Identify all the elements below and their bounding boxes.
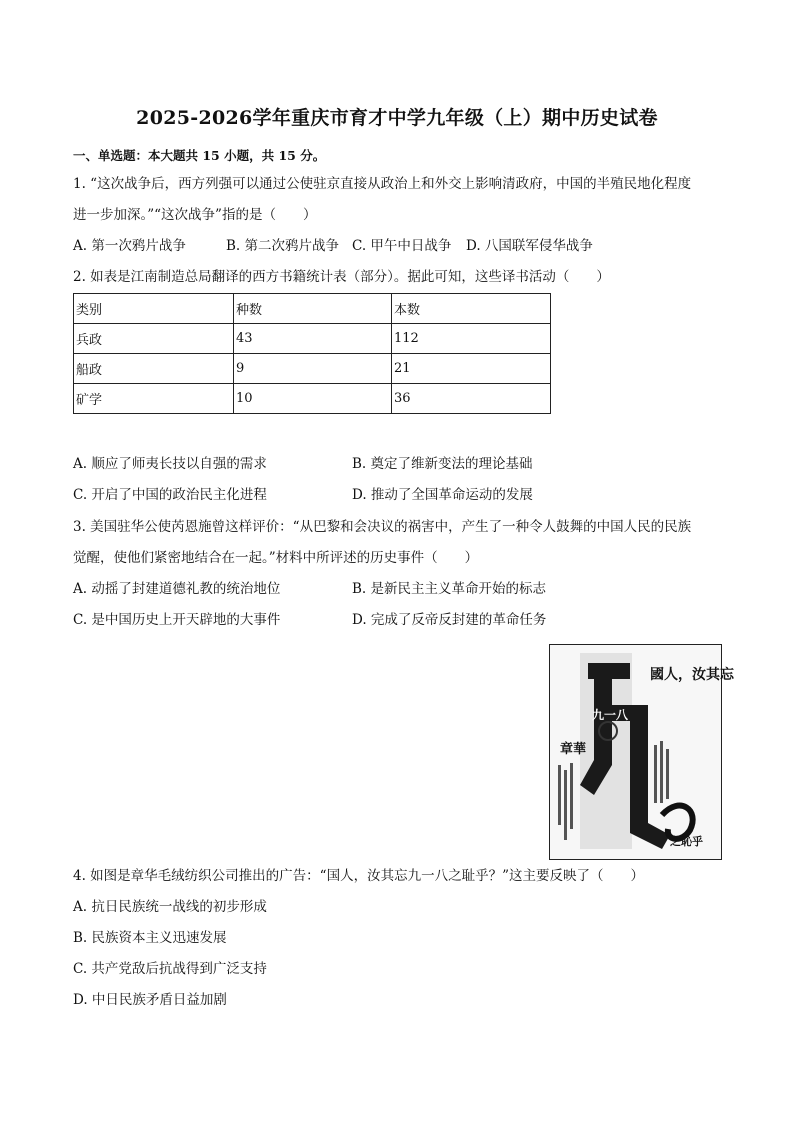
q1-option-d[interactable]: D. 八国联军侵华战争 [466,238,593,254]
poster-big-text: 九一八 [592,708,629,722]
poster-illustration [550,645,734,859]
table-cell: 112 [392,324,551,354]
q3-option-d[interactable]: D. 完成了反帝反封建的革命任务 [352,612,547,628]
table-cell: 兵政 [74,324,234,354]
q1-option-b[interactable]: B. 第二次鸦片战争 [226,238,340,254]
q4-option-b[interactable]: B. 民族资本主义迅速发展 [73,930,227,946]
q3-stem-line1: 3. 美国驻华公使芮恩施曾这样评价：“从巴黎和会决议的祸害中，产生了一种令人鼓舞的中国人民的民族 [73,519,692,535]
q4-option-c[interactable]: C. 共产党敌后抗战得到广泛支持 [73,961,267,977]
q3-option-a[interactable]: A. 动摇了封建道德礼教的统治地位 [73,581,281,597]
q4-option-a[interactable]: A. 抗日民族统一战线的初步形成 [73,899,267,915]
table-header-cell: 种数 [234,294,392,324]
table-row [74,354,551,384]
q1-stem-line1: 1. “这次战争后，西方列强可以通过公使驻京直接从政治上和外交上影响清政府，中国的半殖民地化程度 [73,176,692,192]
table-header-cell: 类别 [74,294,234,324]
q3-stem-line2: 觉醒，使他们紧密地结合在一起。”材料中所评述的历史事件（ ） [73,550,479,566]
poster-top-text: 國人，汝其忘 [650,668,734,683]
q2-option-b[interactable]: B. 奠定了维新变法的理论基础 [352,456,533,472]
q1-option-c[interactable]: C. 甲午中日战争 [352,238,452,254]
table-cell: 36 [392,384,551,414]
q4-option-d[interactable]: D. 中日民族矛盾日益加剧 [73,992,227,1008]
table-cell: 43 [234,324,392,354]
q1-stem-line2: 进一步加深。”“这次战争”指的是（ ） [73,207,317,223]
table-header-cell: 本数 [392,294,551,324]
table-row [74,384,551,414]
q2-stem: 2. 如表是江南制造总局翻译的西方书籍统计表（部分）。据此可知，这些译书活动（ ） [73,269,610,285]
section-heading: 一、单选题：本大题共 15 小题，共 15 分。 [73,148,326,163]
poster-brand-text: 章華 [560,741,587,756]
q3-option-c[interactable]: C. 是中国历史上开天辟地的大事件 [73,612,281,628]
table-row [74,324,551,354]
table-cell: 9 [234,354,392,384]
poster-tail-text: 之恥乎 [670,836,703,848]
q3-option-b[interactable]: B. 是新民主主义革命开始的标志 [352,581,547,597]
table-cell: 船政 [74,354,234,384]
book-statistics-table [73,293,551,414]
q2-option-a[interactable]: A. 顺应了师夷长技以自强的需求 [73,456,267,472]
q1-option-a[interactable]: A. 第一次鸦片战争 [73,238,186,254]
table-cell: 矿学 [74,384,234,414]
q2-option-d[interactable]: D. 推动了全国革命运动的发展 [352,487,533,503]
table-cell: 21 [392,354,551,384]
page-title: 2025-2026学年重庆市育才中学九年级（上）期中历史试卷 [136,107,658,129]
advertisement-poster-image [549,644,734,860]
table-header-row [74,294,551,324]
q2-option-c[interactable]: C. 开启了中国的政治民主化进程 [73,487,267,503]
table-cell: 10 [234,384,392,414]
q4-stem: 4. 如图是章华毛绒纺织公司推出的广告：“国人，汝其忘九一八之耻乎？”这主要反映了（ ） [73,868,644,884]
